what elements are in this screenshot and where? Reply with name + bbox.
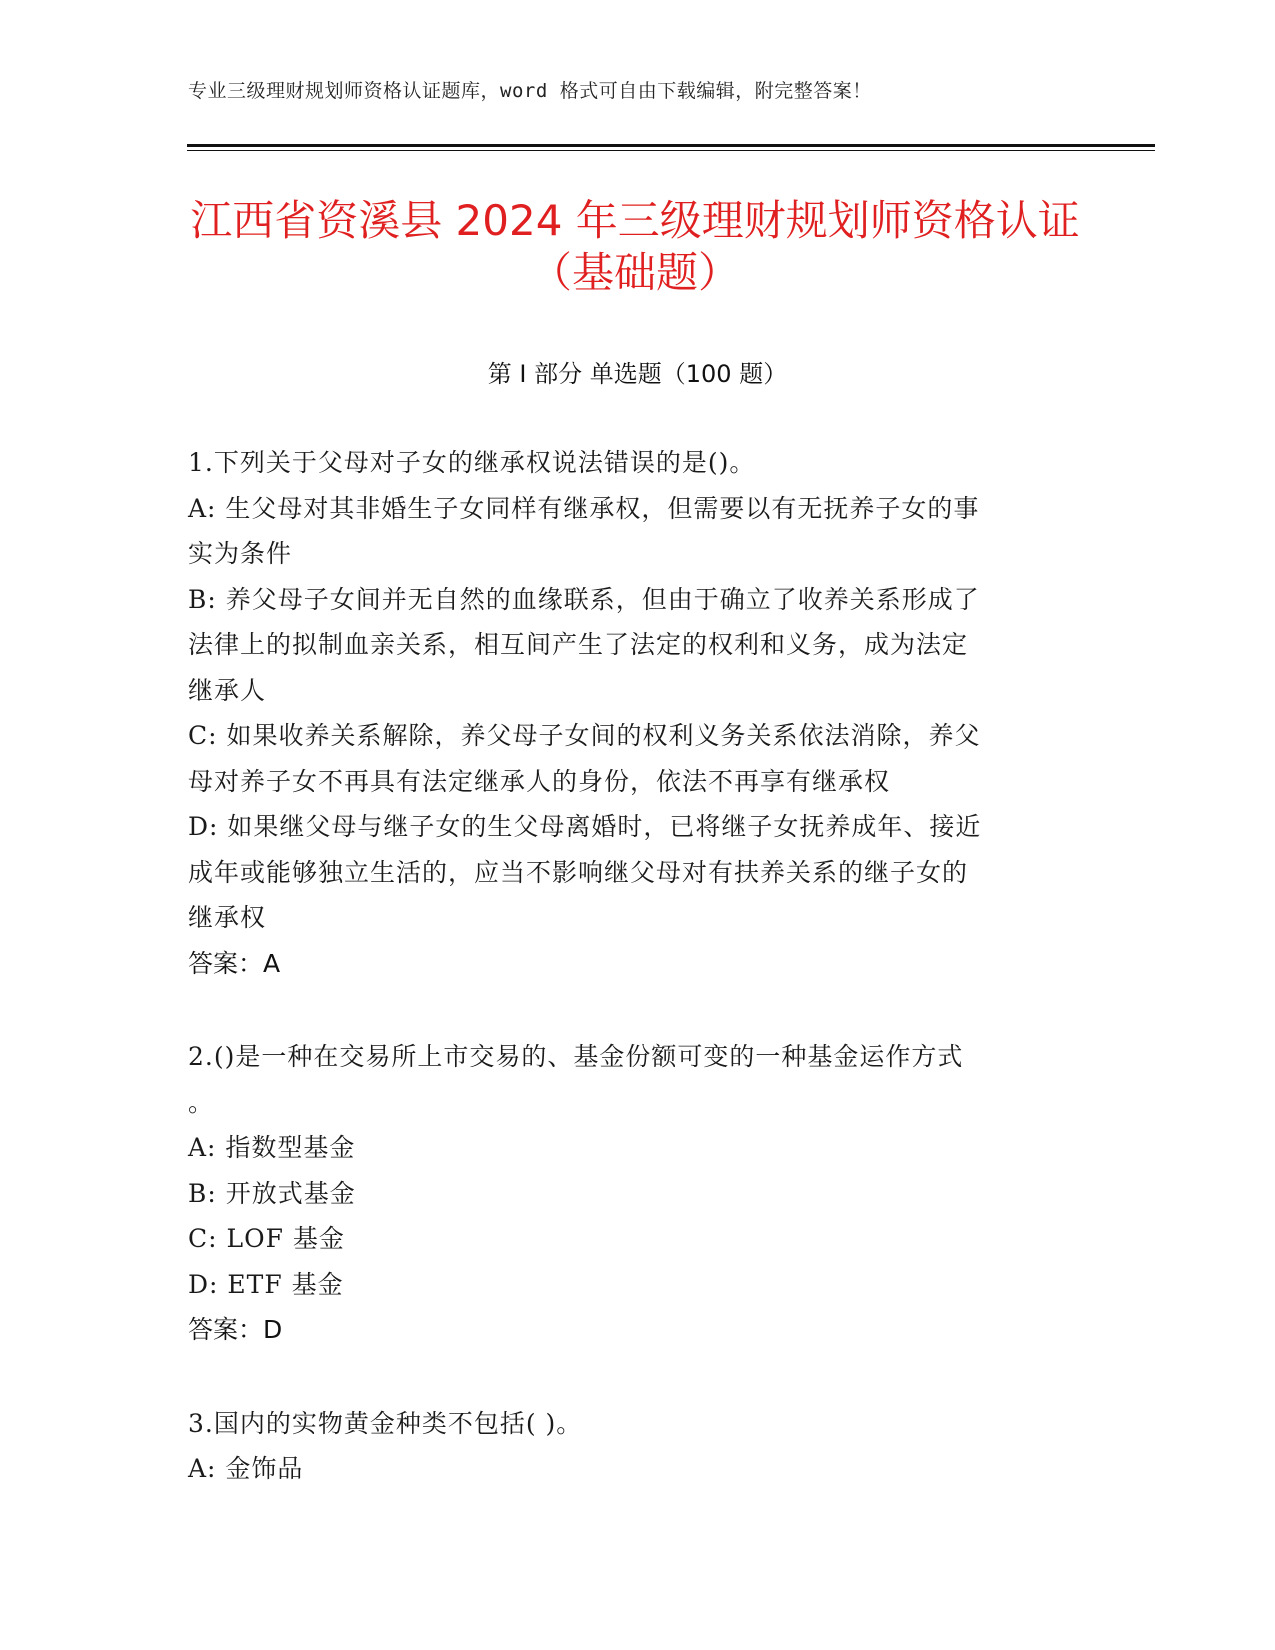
section-heading: 第 I 部分 单选题（100 题） [487, 360, 788, 388]
question-2 [188, 1034, 1068, 1353]
option-d-line: 成年或能够独立生活的，应当不影响继父母对有扶养关系的继子女的 [188, 857, 969, 887]
header-note: 专业三级理财规划师资格认证题库，word 格式可自由下载编辑，附完整答案！ [188, 80, 872, 102]
option-b-line: B: 开放式基金 [188, 1178, 356, 1208]
option-d-line: D: ETF 基金 [188, 1269, 344, 1299]
option-a-line: A: 指数型基金 [188, 1133, 356, 1162]
option-b-line: 继承人 [188, 675, 267, 705]
header-rule-thick [187, 144, 1155, 147]
answer-label: 答案：D [188, 1315, 283, 1344]
question-stem-line: 1.下列关于父母对子女的继承权说法错误的是()。 [188, 448, 756, 477]
question-spacer [188, 1353, 1068, 1401]
question-stem-line: 2.()是一种在交易所上市交易的、基金份额可变的一种基金运作方式 [188, 1042, 964, 1071]
question-stem-line: 。 [188, 1087, 215, 1117]
option-a-line: A: 生父母对其非婚生子女同样有继承权，但需要以有无抚养子女的事 [188, 493, 980, 523]
option-c-line: 母对养子女不再具有法定继承人的身份，依法不再享有继承权 [188, 766, 891, 796]
question-3 [188, 1401, 1068, 1492]
document-title: 江西省资溪县 2024 年三级理财规划师资格认证（基础题） [190, 196, 1080, 297]
answer-label: 答案：A [188, 948, 281, 978]
header-rule-thin [187, 150, 1155, 151]
option-c-line: C: 如果收养关系解除，养父母子女间的权利义务关系依法消除，养父 [188, 721, 981, 750]
option-d-line: D: 如果继父母与继子女的生父母离婚时，已将继子女抚养成年、接近 [188, 812, 982, 841]
option-a-line: A: 金饰品 [188, 1454, 304, 1483]
question-stem-line: 3.国内的实物黄金种类不包括( )。 [188, 1408, 583, 1438]
option-c-line: C: LOF 基金 [188, 1224, 345, 1253]
option-b-line: B: 养父母子女间并无自然的血缘联系，但由于确立了收养关系形成了 [188, 584, 980, 614]
question-spacer [188, 986, 1068, 1034]
question-1 [188, 440, 1068, 986]
option-b-line: 法律上的拟制血亲关系，相互间产生了法定的权利和义务，成为法定 [188, 630, 969, 659]
option-d-line: 继承权 [188, 903, 267, 932]
option-a-line: 实为条件 [188, 539, 293, 568]
question-list [188, 440, 1068, 1492]
